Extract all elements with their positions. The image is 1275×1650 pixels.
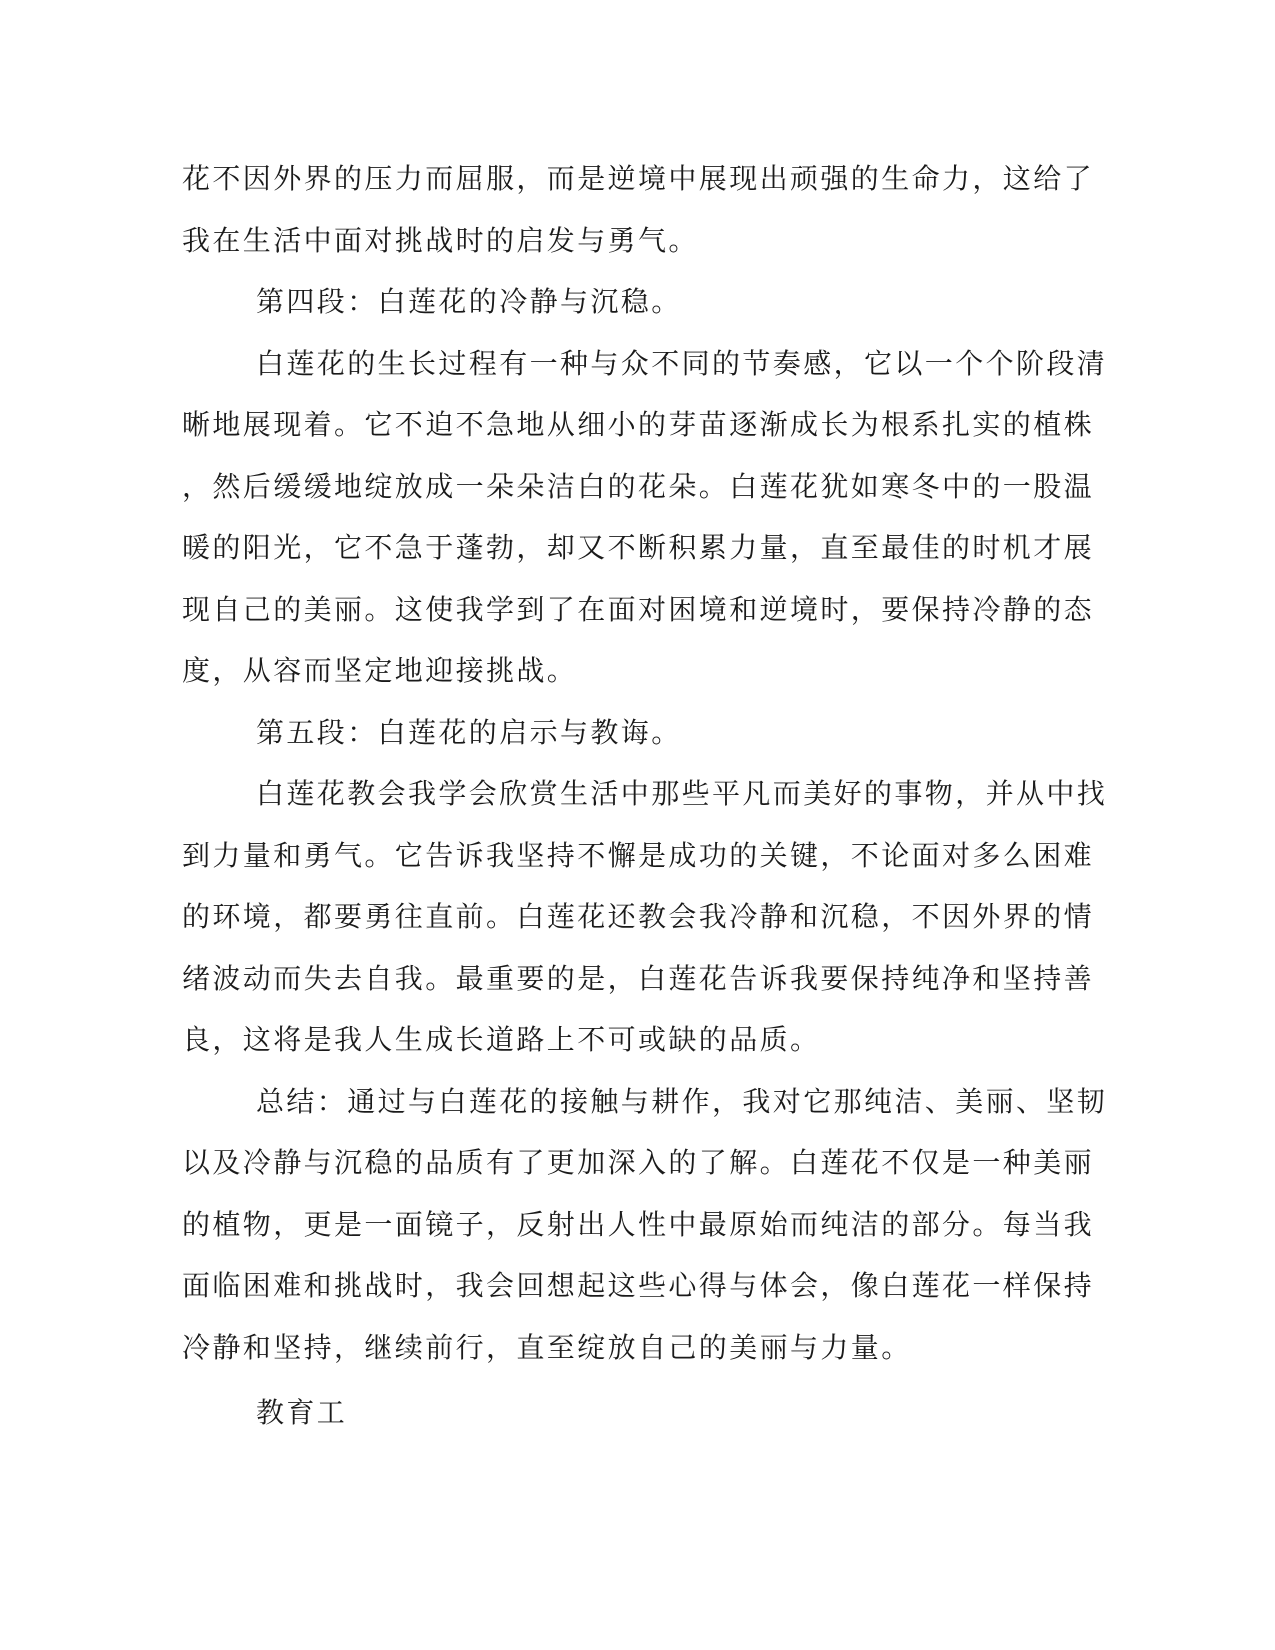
text-line: 绪波动而失去自我。最重要的是，白莲花告诉我要保持纯净和坚持善 bbox=[182, 961, 1095, 995]
text-line: 教育工 bbox=[256, 1396, 348, 1429]
text-line: 度，从容而坚定地迎接挑战。 bbox=[182, 654, 578, 687]
section-heading: 第四段：白莲花的冷静与沉稳。 bbox=[256, 285, 682, 318]
text-line: 的植物，更是一面镜子，反射出人性中最原始而纯洁的部分。每当我 bbox=[182, 1207, 1095, 1241]
text-line: 我在生活中面对挑战时的启发与勇气。 bbox=[182, 223, 699, 257]
text-line: 暖的阳光，它不急于蓬勃，却又不断积累力量，直至最佳的时机才展 bbox=[182, 531, 1095, 564]
text-line: 白莲花教会我学会欣赏生活中那些平凡而美好的事物，并从中找 bbox=[256, 777, 1108, 810]
text-line: 花不因外界的压力而屈服，而是逆境中展现出顽强的生命力，这给了 bbox=[182, 162, 1095, 195]
text-line: 面临困难和挑战时，我会回想起这些心得与体会，像白莲花一样保持 bbox=[182, 1269, 1095, 1302]
text-line: 白莲花的生长过程有一种与众不同的节奏感，它以一个个阶段清 bbox=[256, 346, 1108, 380]
text-line: 总结：通过与白莲花的接触与耕作，我对它那纯洁、美丽、坚韧 bbox=[256, 1084, 1108, 1118]
text-line: 现自己的美丽。这使我学到了在面对困境和逆境时，要保持冷静的态 bbox=[182, 592, 1095, 626]
document-page bbox=[182, 148, 1108, 1444]
text-line: 晰地展现着。它不迫不急地从细小的芽苗逐渐成长为根系扎实的植株 bbox=[182, 408, 1095, 441]
text-line: 以及冷静与沉稳的品质有了更加深入的了解。白莲花不仅是一种美丽 bbox=[182, 1146, 1095, 1179]
text-line: ，然后缓缓地绽放成一朵朵洁白的花朵。白莲花犹如寒冬中的一股温 bbox=[182, 469, 1095, 503]
text-line: 良，这将是我人生成长道路上不可或缺的品质。 bbox=[182, 1023, 821, 1056]
text-line: 到力量和勇气。它告诉我坚持不懈是成功的关键，不论面对多么困难 bbox=[182, 838, 1095, 872]
text-line: 冷静和坚持，继续前行，直至绽放自己的美丽与力量。 bbox=[182, 1330, 912, 1364]
text-line: 的环境，都要勇往直前。白莲花还教会我冷静和沉稳，不因外界的情 bbox=[182, 900, 1095, 933]
section-heading: 第五段：白莲花的启示与教诲。 bbox=[256, 715, 682, 749]
